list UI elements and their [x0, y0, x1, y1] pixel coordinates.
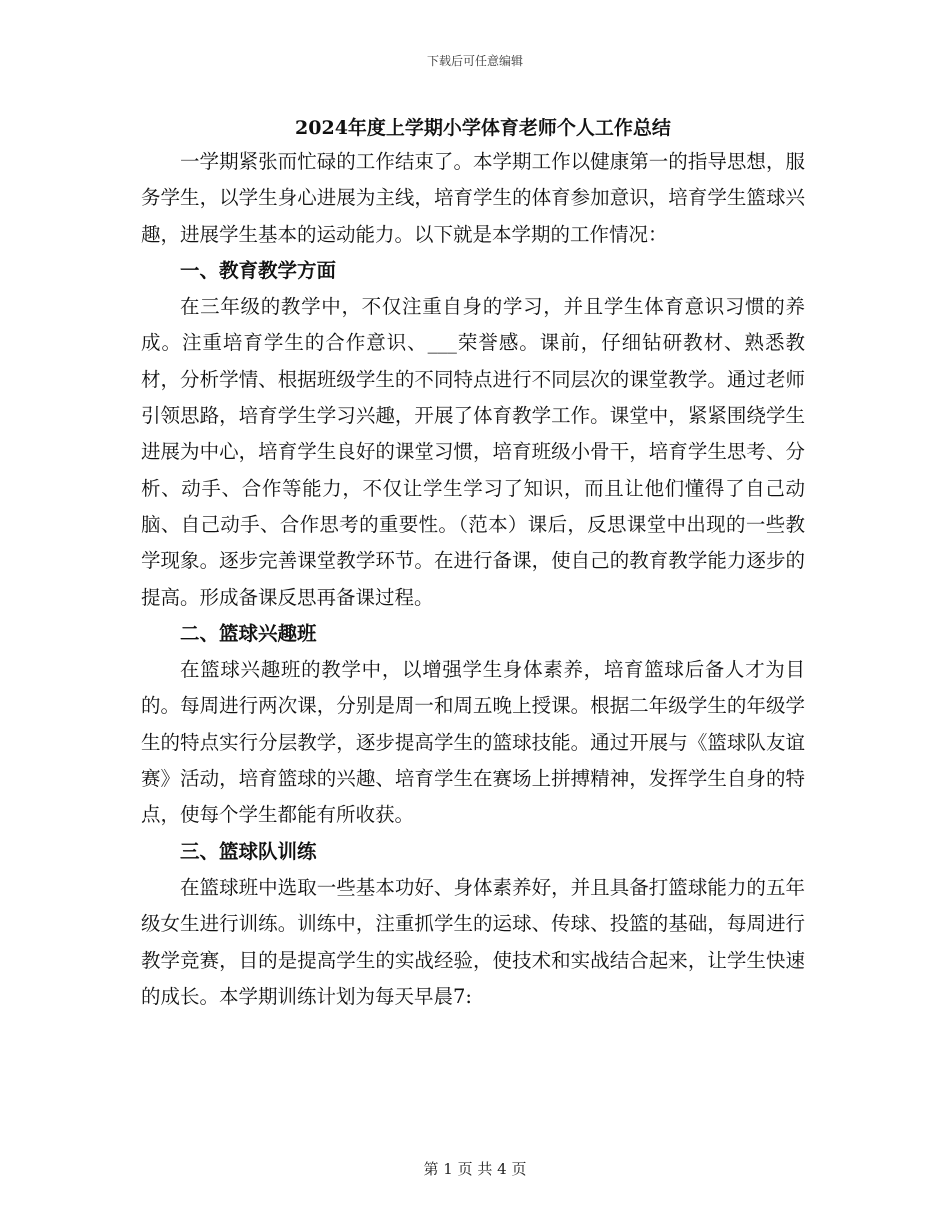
document-body [141, 112, 805, 1015]
section-heading: 二、篮球兴趣班 [180, 621, 317, 645]
section-heading: 一、教育教学方面 [180, 258, 337, 282]
section-paragraph: 在篮球兴趣班的教学中，以增强学生身体素养，培育篮球后备人才为目的。每周进行两次课，分别是周一和周五晚上授课。根据二年级学生的年级学生的特点实行分层教学，逐步提高学生的篮球技能。通过开展与《篮球队友谊赛》活动，培育篮球的兴趣、培育学生在赛场上拼搏精神，发挥学生自身的特点，使每个学生都能有所收获。 [141, 658, 805, 827]
page-number-footer: 第 1 页 共 4 页 [423, 1160, 527, 1178]
section-heading: 三、篮球队训练 [180, 839, 317, 863]
intro-paragraph: 一学期紧张而忙碌的工作结束了。本学期工作以健康第一的指导思想，服务学生，以学生身心进展为主线，培育学生的体育参加意识，培育学生篮球兴趣，进展学生基本的运动能力。以下就是本学期的工作情况： [141, 150, 805, 246]
section-team-training [141, 834, 805, 1015]
section-paragraph: 在篮球班中选取一些基本功好、身体素养好，并且具备打篮球能力的五年级女生进行训练。训练中，注重抓学生的运球、传球、投篮的基础，每周进行教学竞赛，目的是提高学生的实战经验，使技术和实战结合起来，让学生快速的成长。本学期训练计划为每天早晨7: [141, 875, 805, 1008]
section-paragraph: 在三年级的教学中，不仅注重自身的学习，并且学生体育意识习惯的养成。注重培育学生的合作意识、___荣誉感。课前，仔细钻研教材、熟悉教材，分析学情、根据班级学生的不同特点进行不同层次的课堂教学。通过老师引领思路，培育学生学习兴趣，开展了体育教学工作。课堂中，紧紧围绕学生进展为中心，培育学生良好的课堂习惯，培育班级小骨干，培育学生思考、分析、动手、合作等能力，不仅让学生学习了知识，而且让他们懂得了自己动脑、自己动手、合作思考的重要性。（范本）课后，反思课堂中出现的一些教学现象。逐步完善课堂教学环节。在进行备课，使自己的教育教学能力逐步的提高。形成备课反思再备课过程。 [141, 295, 805, 609]
header-note: 下载后可任意编辑 [426, 54, 523, 68]
document-title: 2024年度上学期小学体育老师个人工作总结 [295, 117, 671, 139]
section-interest-class [141, 616, 805, 834]
section-teaching [141, 253, 805, 616]
